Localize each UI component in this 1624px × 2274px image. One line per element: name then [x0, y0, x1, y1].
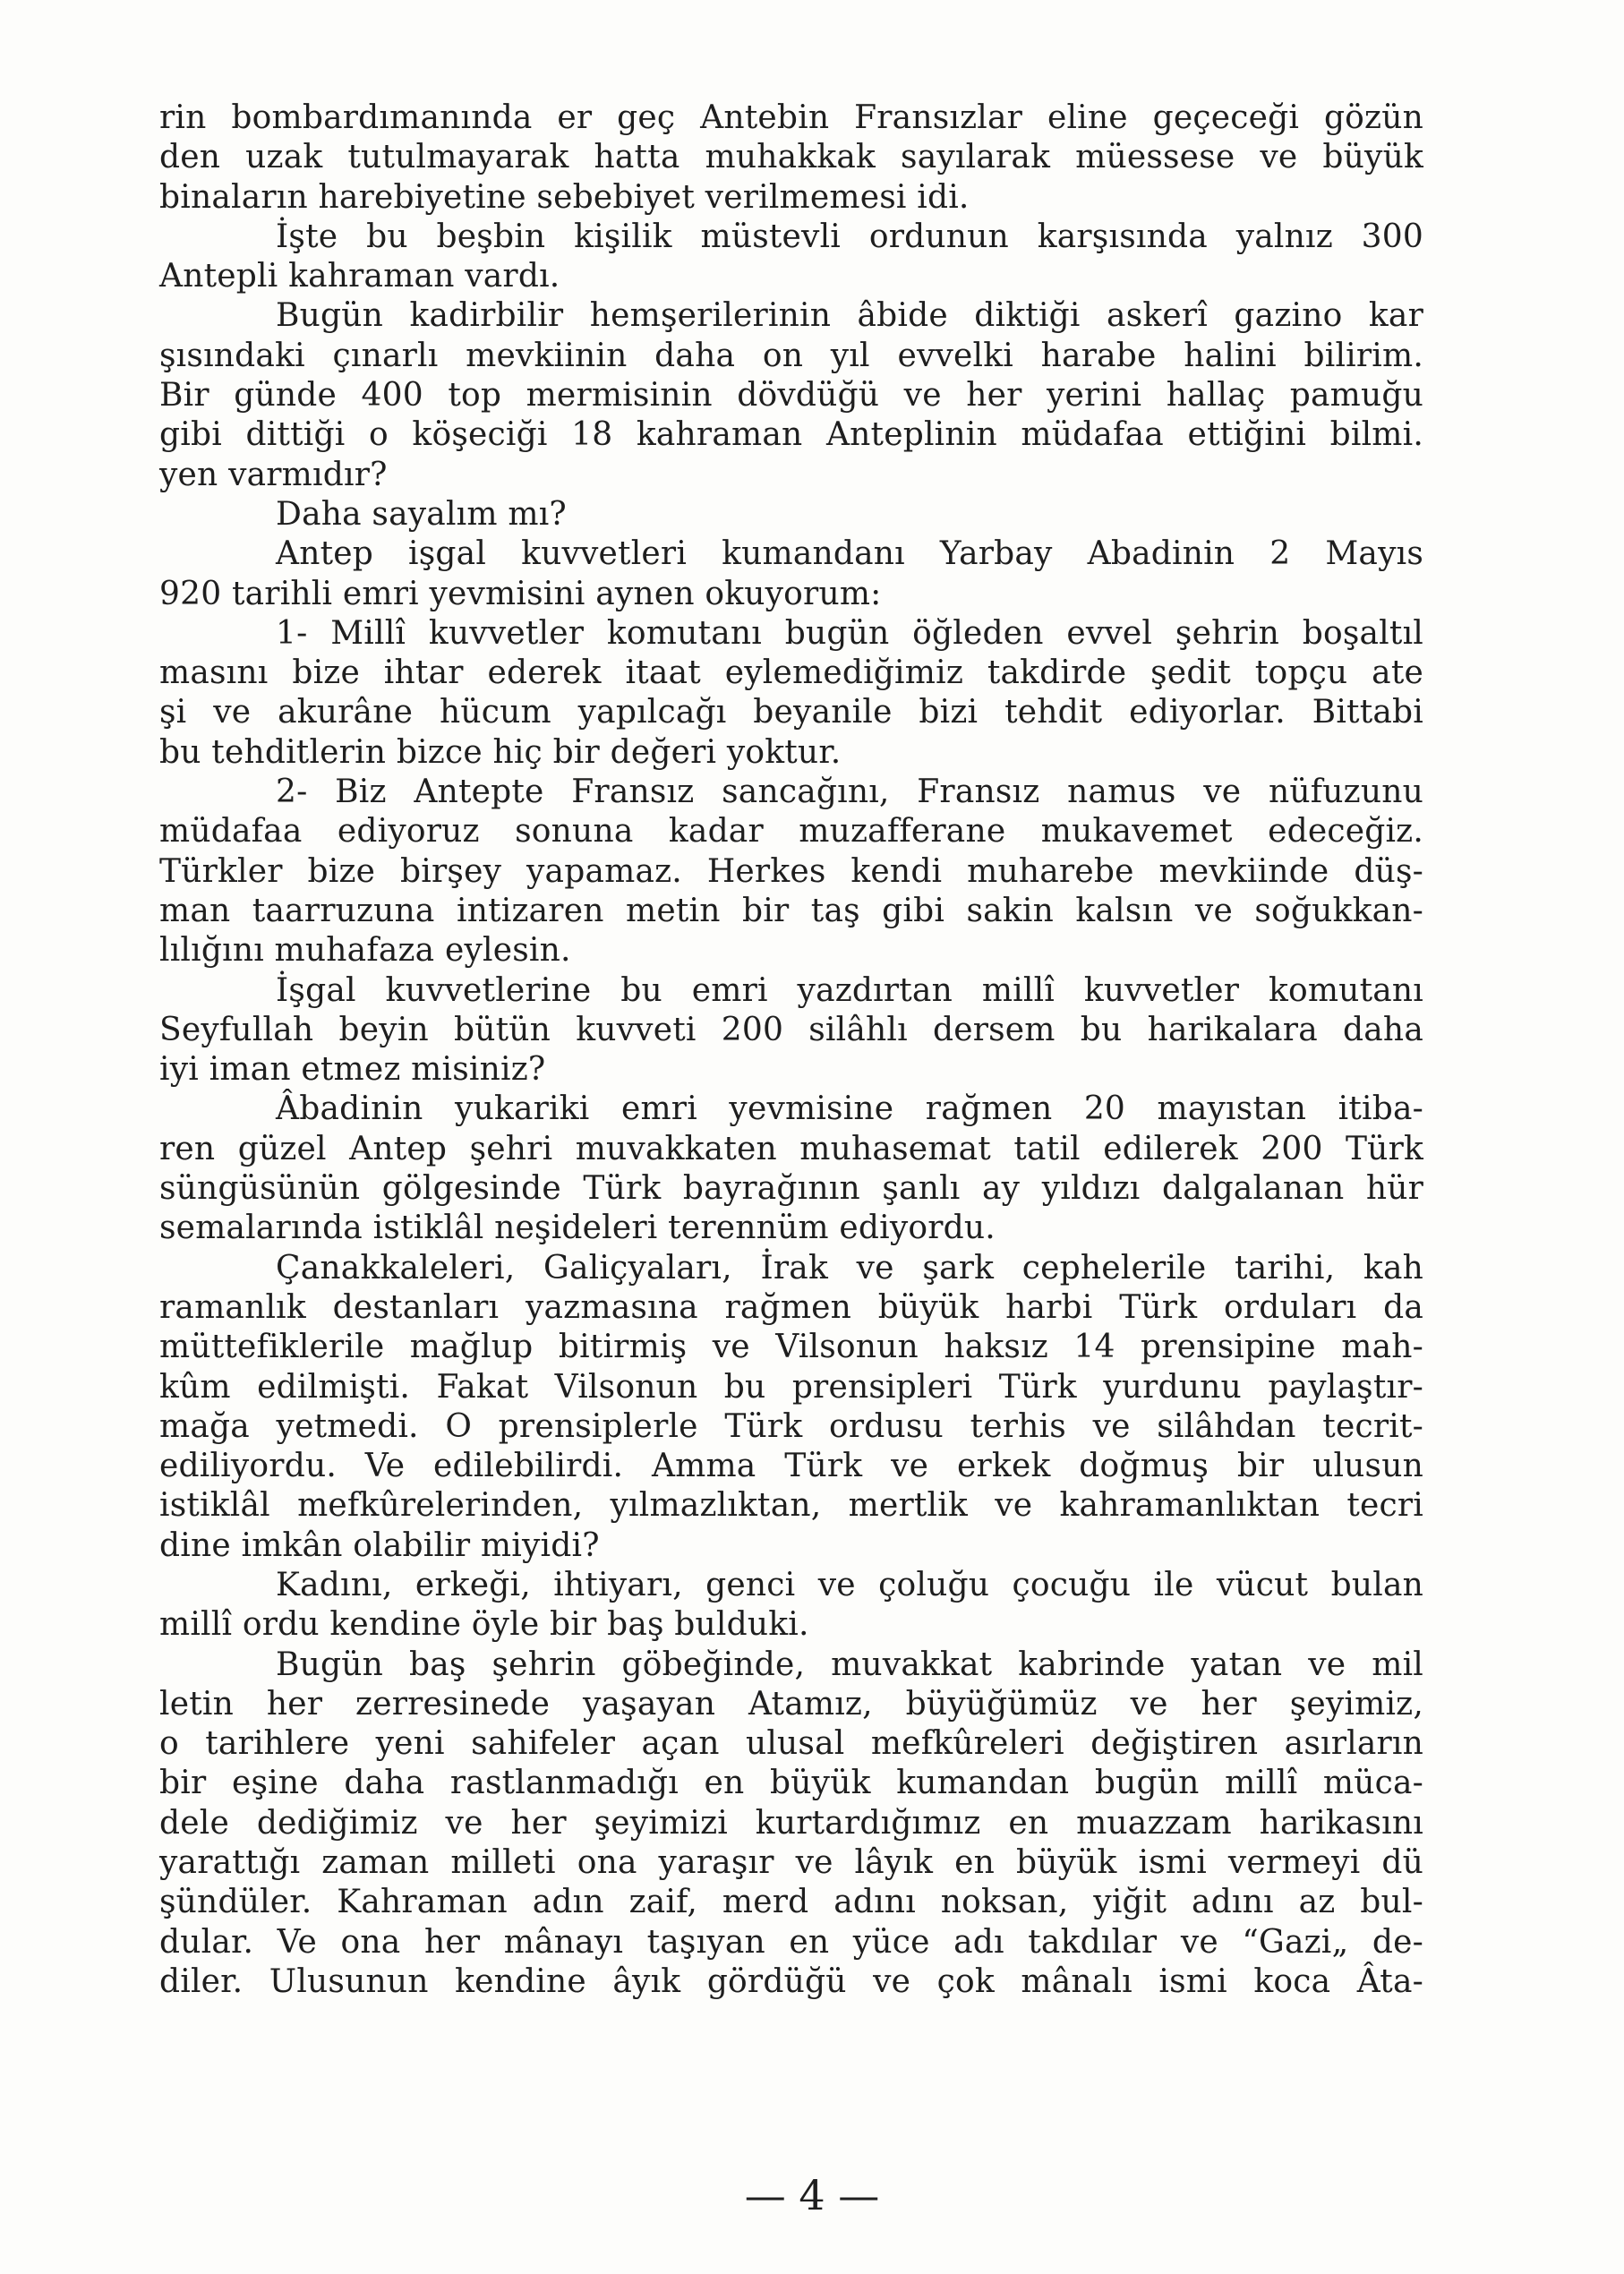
text-line: Bir günde 400 top mermisinin dövdüğü ve her yerini hallaç pamuğu — [159, 377, 1423, 415]
text-line: binaların harebiyetine sebebiyet verilmemesi idi. — [159, 178, 970, 216]
text-line: 1- Millî kuvvetler komutanı bugün öğleden evvel şehrin boşaltıl — [276, 614, 1423, 652]
text-line: kûm edilmişti. Fakat Vilsonun bu prensipleri Türk yurdunu paylaştır- — [159, 1368, 1423, 1406]
text-line: Âbadinin yukariki emri yevmisine rağmen 20 mayıstan itiba- — [276, 1090, 1423, 1128]
text-line: şısındaki çınarlı mevkiinin daha on yıl evvelki harabe halini bilirim. — [159, 337, 1423, 374]
page-number: — 4 — — [744, 2171, 880, 2219]
text-line: şündüler. Kahraman adın zaif, merd adını noksan, yiğit adını az bul- — [159, 1884, 1423, 1921]
text-line: Kadını, erkeği, ihtiyarı, genci ve çoluğu çocuğu ile vücut bulan — [276, 1566, 1423, 1603]
text-line: bir eşine daha rastlanmadığı en büyük kumandan bugün millî müca- — [159, 1765, 1423, 1802]
text-line: Seyfullah beyin bütün kuvveti 200 silâhlı dersem bu harikalara daha — [159, 1011, 1423, 1048]
text-line: şi ve akurâne hücum yapılcağı beyanile bizi tehdit ediyorlar. Bittabi — [159, 694, 1423, 731]
text-line: Türkler bize birşey yapamaz. Herkes kendi muharebe mevkiinde düş- — [159, 852, 1423, 890]
text-line: İşte bu beşbin kişilik müstevli ordunun karşısında yalnız 300 — [276, 218, 1423, 255]
text-line: diler. Ulusunun kendine âyık gördüğü ve çok mânalı ismi koca Âta- — [159, 1962, 1423, 2000]
text-line: Antepli kahraman vardı. — [159, 258, 560, 295]
text-line: man taarruzuna intizaren metin bir taş gibi sakin kalsın ve soğukkan- — [159, 892, 1423, 929]
text-line: Bugün kadirbilir hemşerilerinin âbide diktiği askerî gazino kar — [276, 297, 1423, 335]
text-line: yarattığı zaman milleti ona yaraşır ve lâyık en büyük ismi vermeyi dü — [159, 1844, 1423, 1882]
text-line: dine imkân olabilir miyidi? — [159, 1526, 600, 1564]
text-line: yen varmıdır? — [159, 456, 388, 493]
text-line: müttefiklerile mağlup bitirmiş ve Vilsonun haksız 14 prensipine mah- — [159, 1329, 1423, 1366]
text-line: ramanlık destanları yazmasına rağmen büyük harbi Türk orduları da — [159, 1288, 1423, 1326]
text-line: ren güzel Antep şehri muvakkaten muhasemat tatil edilerek 200 Türk — [159, 1130, 1423, 1167]
text-line: dular. Ve ona her mânayı taşıyan en yüce adı takdılar ve “Gazi„ de- — [159, 1923, 1423, 1961]
body-text — [159, 98, 1423, 2002]
text-line: Bugün baş şehrin göbeğinde, muvakkat kabrinde yatan ve mil — [276, 1646, 1423, 1683]
text-line: Daha sayalım mı? — [276, 495, 567, 533]
text-line: semalarında istiklâl neşideleri terennüm ediyordu. — [159, 1210, 996, 1247]
text-line: süngüsünün gölgesinde Türk bayrağının şanlı ay yıldızı dalgalanan hür — [159, 1170, 1423, 1208]
text-line: Antep işgal kuvvetleri kumandanı Yarbay Abadinin 2 Mayıs — [276, 535, 1423, 573]
text-line: Çanakkaleleri, Galiçyaları, İrak ve şark cephelerile tarihi, kah — [276, 1249, 1423, 1287]
text-line: İşgal kuvvetlerine bu emri yazdırtan millî kuvvetler komutanı — [276, 971, 1423, 1009]
text-line: den uzak tutulmayarak hatta muhakkak sayılarak müessese ve büyük — [159, 139, 1423, 176]
text-line: bu tehditlerin bizce hiç bir değeri yoktur. — [159, 733, 842, 771]
text-line: gibi dittiği o köşeciği 18 kahraman Anteplinin müdafaa ettiğini bilmi. — [159, 416, 1423, 454]
text-line: istiklâl mefkûrelerinden, yılmazlıktan, mertlik ve kahramanlıktan tecri — [159, 1487, 1423, 1525]
text-line: rin bombardımanında er geç Antebin Fransızlar eline geçeceği gözün — [159, 99, 1423, 136]
text-line: o tarihlere yeni sahifeler açan ulusal mefkûreleri değiştiren asırların — [159, 1725, 1423, 1763]
text-line: mağa yetmedi. O prensiplerle Türk ordusu terhis ve silâhdan tecrit- — [159, 1407, 1423, 1445]
text-line: masını bize ihtar ederek itaat eylemediğimiz takdirde şedit topçu ate — [159, 654, 1423, 692]
text-line: ediliyordu. Ve edilebilirdi. Amma Türk ve erkek doğmuş bir ulusun — [159, 1448, 1423, 1485]
text-line: dele dediğimiz ve her şeyimizi kurtardığımız en muazzam harikasını — [159, 1804, 1423, 1842]
text-line: 2- Biz Antepte Fransız sancağını, Fransız namus ve nüfuzunu — [276, 774, 1423, 811]
text-line: lılığını muhafaza eylesin. — [159, 932, 571, 970]
text-line: müdafaa ediyoruz sonuna kadar muzafferane mukavemet edeceğiz. — [159, 813, 1423, 851]
text-line: letin her zerresinede yaşayan Atamız, büyüğümüz ve her şeyimiz, — [159, 1685, 1423, 1723]
text-line: millî ordu kendine öyle bir baş bulduki. — [159, 1606, 809, 1644]
text-line: 920 tarihli emri yevmisini aynen okuyorum: — [159, 575, 882, 612]
text-line: iyi iman etmez misiniz? — [159, 1051, 546, 1089]
